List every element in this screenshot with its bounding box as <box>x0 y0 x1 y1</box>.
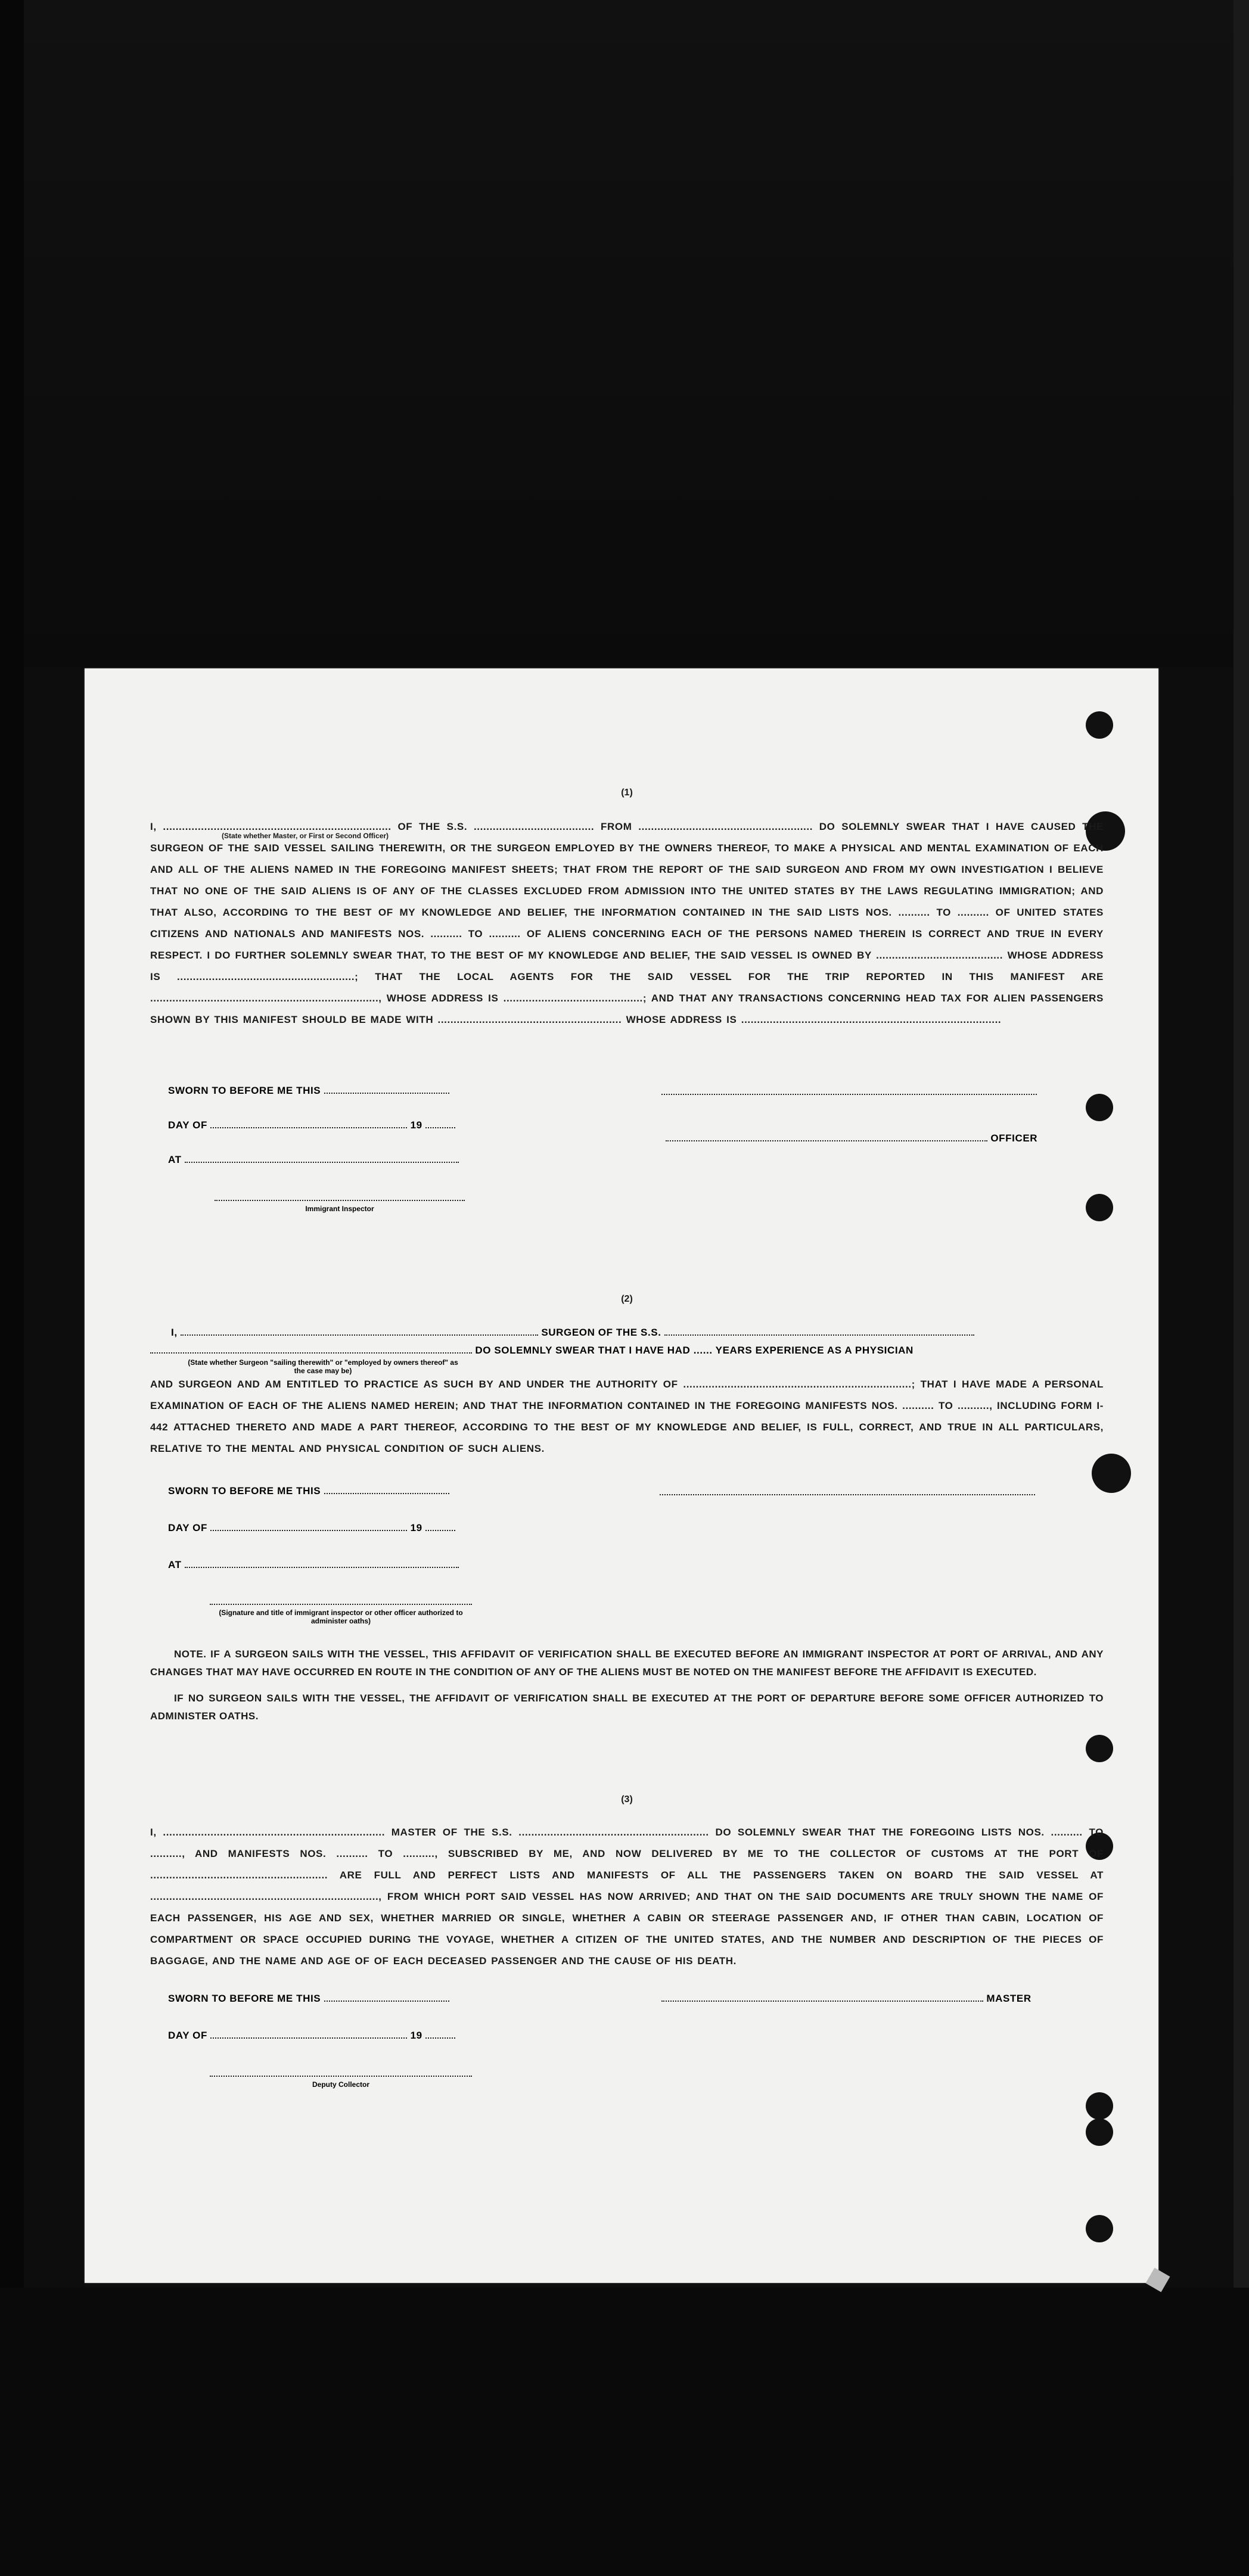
signature-line[interactable] <box>661 1093 1037 1095</box>
experience-line <box>150 1344 914 1357</box>
master-signature-blank[interactable] <box>661 1992 983 2002</box>
inspector-caption: Immigrant Inspector <box>305 1205 374 1213</box>
film-background-top <box>0 0 1249 667</box>
sworn-blank-3[interactable] <box>324 1992 449 2002</box>
sworn-label: SWORN TO BEFORE ME THIS <box>168 1085 321 1096</box>
administer-oath-line[interactable] <box>210 1603 472 1605</box>
punch-hole <box>1086 1194 1113 1221</box>
punch-hole <box>1086 711 1113 739</box>
master-delivery-paragraph: I, ...................................................................... MASTER OF THE S.S. ............................................................ DO SOLEMNLY SWEAR THAT THE FOREGOING LISTS NOS. .......... TO .........., AND MANIFESTS NOS. .......... TO .........., SUBSCRIBED BY ME, AND NOW DELIVERED BY ME TO THE COLLECTOR OF CUSTOMS AT THE PORT OF ........................................................ ARE FULL AND PERFECT LISTS AND MANIFESTS OF ALL THE PASSENGERS TAKEN ON BOARD THE SAID VESSEL AT ........................................................................, FROM WHICH PORT SAID VESSEL HAS NOW ARRIVED; AND THAT ON THE SAID DOCUMENTS ARE TRULY SHOWN THE NAME OF EACH PASSENGER, HIS AGE AND SEX, WHETHER MARRIED OR SINGLE, WHETHER A CABIN OR STEERAGE PASSENGER AND, IF OTHER THAN CABIN, LOCATION OF COMPARTMENT OR SPACE OCCUPIED DURING THE VOYAGE, WHETHER A CITIZEN OF THE UNITED STATES, AND THE NUMBER AND DESCRIPTION OF THE PIECES OF BAGGAGE, AND THE NAME AND AGE OF OF EACH DECEASED PASSENGER AND THE CAUSE OF HIS DEATH. <box>150 1827 1104 1967</box>
section-number: (1) <box>621 788 633 798</box>
day-of-line-3 <box>168 2029 455 2042</box>
rank-caption: (State whether Master, or First or Second Officer) <box>221 832 389 840</box>
surgeon-oath-paragraph: AND SURGEON AND AM ENTITLED TO PRACTICE AS SUCH BY AND UNDER THE AUTHORITY OF ........................................................................; THAT I HAVE MADE A PERSONAL EXAMINATION OF EACH OF THE ALIENS NAMED HEREIN; AND THAT THE INFORMATION CONTAINED IN THE FOREGOING MANIFESTS NOS. .......... TO .........., INCLUDING FORM I-442 ATTACHED THERETO AND MADE A PART THEREOF, ACCORDING TO THE BEST OF MY KNOWLEDGE AND BELIEF, IS FULL, CORRECT, AND TRUE IN ALL PARTICULARS, RELATIVE TO THE MENTAL AND PHYSICAL CONDITION OF SUCH ALIENS. <box>150 1379 1104 1454</box>
year-blank-2[interactable] <box>425 1522 455 1531</box>
vessel-name-blank[interactable] <box>664 1326 974 1336</box>
section-number-3: (3) <box>621 1794 633 1805</box>
i-label: I, <box>171 1327 178 1338</box>
at-line-2 <box>168 1558 459 1571</box>
at-label: AT <box>168 1154 182 1165</box>
note-no-surgeon: IF NO SURGEON SAILS WITH THE VESSEL, THE AFFIDAVIT OF VERIFICATION SHALL BE EXECUTED AT THE PORT OF DEPARTURE BEFORE SOME OFFICER AUTHORIZED TO ADMINISTER OATHS. <box>150 1693 1104 1722</box>
administer-oath-caption: (Signature and title of immigrant inspector or other officer authorized to administer oaths) <box>219 1609 463 1625</box>
master-label: MASTER <box>986 1993 1031 2004</box>
at-label-2: AT <box>168 1559 182 1570</box>
note-surgeon-sails: NOTE. IF A SURGEON SAILS WITH THE VESSEL, THIS AFFIDAVIT OF VERIFICATION SHALL BE EXECUTED BEFORE AN IMMIGRANT INSPECTOR AT PORT OF ARRIVAL, AND ANY CHANGES THAT MAY HAVE OCCURRED EN ROUTE IN THE CONDITION OF ANY OF THE ALIENS MUST BE NOTED ON THE MANIFEST BEFORE THE AFFIDAVIT IS EXECUTED. <box>150 1648 1104 1678</box>
at-blank[interactable] <box>185 1153 459 1163</box>
master-signature-line <box>661 1992 1031 2005</box>
day-of-label-3: DAY OF <box>168 2030 207 2041</box>
day-of-line <box>168 1119 455 1131</box>
experience-label: DO SOLEMNLY SWEAR THAT I HAVE HAD ...... YEARS EXPERIENCE AS A PHYSICIAN <box>475 1345 914 1356</box>
film-edge-left <box>0 0 24 2576</box>
capacity-blank[interactable] <box>150 1344 472 1354</box>
manifest-affidavit-page <box>85 668 1158 2283</box>
inspector-line[interactable] <box>215 1199 465 1201</box>
day-of-label-2: DAY OF <box>168 1522 207 1533</box>
surgeon-line <box>171 1326 974 1339</box>
day-blank[interactable] <box>210 1119 407 1128</box>
master-oath-paragraph: I, ........................................................................ OF THE S.S. ...................................... FROM ....................................................... DO SOLEMNLY SWEAR THAT I HAVE CAUSED THE SURGEON OF THE SAID VESSEL SAILING THEREWITH, OR THE SURGEON EMPLOYED BY THE OWNERS THEREOF, TO MAKE A PHYSICAL AND MENTAL EXAMINATION OF EACH AND ALL OF THE ALIENS NAMED IN THE FOREGOING MANIFEST SHEETS; THAT FROM THE REPORT OF THE SAID SURGEON AND FROM MY OWN INVESTIGATION I BELIEVE THAT NO ONE OF THE SAID ALIENS IS OF ANY OF THE CLASSES EXCLUDED FROM ADMISSION INTO THE UNITED STATES BY THE LAWS REGULATING IMMIGRATION; AND THAT ALSO, ACCORDING TO THE BEST OF MY KNOWLEDGE AND BELIEF, THE INFORMATION CONTAINED IN THE SAID LISTS NOS. .......... TO .......... OF UNITED STATES CITIZENS AND NATIONALS AND MANIFESTS NOS. .......... TO .......... OF ALIENS CONCERNING EACH OF THE PERSONS NAMED THEREIN IS CORRECT AND TRUE IN EVERY RESPECT. I DO FURTHER SOLEMNLY SWEAR THAT, TO THE BEST OF MY KNOWLEDGE AND BELIEF, THE SAID VESSEL IS OWNED BY ........................................ WHOSE ADDRESS IS ........................................................; THAT THE LOCAL AGENTS FOR THE SAID VESSEL FOR THE TRIP REPORTED IN THIS MANIFEST ARE ........................................................................, WHOSE ADDRESS IS ............................................; AND THAT ANY TRANSACTIONS CONCERNING HEAD TAX FOR ALIEN PASSENGERS SHOWN BY THIS MANIFEST SHOULD BE MADE WITH .......................................................... WHOSE ADDRESS IS .................................................................................. <box>150 821 1104 1025</box>
year-blank-3[interactable] <box>425 2029 455 2039</box>
notes-block <box>150 1645 1104 1734</box>
film-background-bottom <box>0 2288 1249 2576</box>
officer-label: OFFICER <box>990 1133 1038 1144</box>
sworn-blank-2[interactable] <box>324 1485 449 1494</box>
year-label: 19 <box>410 1119 422 1131</box>
year-label-3: 19 <box>410 2030 422 2041</box>
punch-hole <box>1086 2092 1113 2120</box>
at-line <box>168 1153 459 1166</box>
sworn-blank[interactable] <box>324 1084 449 1094</box>
officer-blank[interactable] <box>666 1132 987 1141</box>
sworn-line-3 <box>168 1992 449 2005</box>
punch-hole <box>1086 1735 1113 1762</box>
punch-hole <box>1086 2215 1113 2242</box>
collector-line[interactable] <box>210 2074 472 2077</box>
film-edge-right <box>1234 0 1249 2576</box>
surgeon-capacity-caption: (State whether Surgeon "sailing therewith" or "employed by owners thereof" as the case may be) <box>188 1358 458 1375</box>
year-blank[interactable] <box>425 1119 455 1128</box>
at-blank-2[interactable] <box>185 1558 459 1568</box>
day-of-line-2 <box>168 1522 455 1534</box>
sworn-label-2: SWORN TO BEFORE ME THIS <box>168 1485 321 1497</box>
day-blank-2[interactable] <box>210 1522 407 1531</box>
section-number-2: (2) <box>621 1294 633 1304</box>
surgeon-name-blank[interactable] <box>181 1326 538 1336</box>
punch-hole <box>1086 2118 1113 2146</box>
surgeon-signature-line[interactable] <box>660 1493 1035 1495</box>
day-blank-3[interactable] <box>210 2029 407 2039</box>
collector-caption: Deputy Collector <box>312 2080 369 2089</box>
surgeon-of-label: SURGEON OF THE S.S. <box>541 1327 661 1338</box>
year-label-2: 19 <box>410 1522 422 1533</box>
day-of-label: DAY OF <box>168 1119 207 1131</box>
sworn-line-2 <box>168 1485 449 1497</box>
officer-line <box>666 1132 1037 1144</box>
sworn-label-3: SWORN TO BEFORE ME THIS <box>168 1993 321 2004</box>
sworn-line <box>168 1084 449 1097</box>
